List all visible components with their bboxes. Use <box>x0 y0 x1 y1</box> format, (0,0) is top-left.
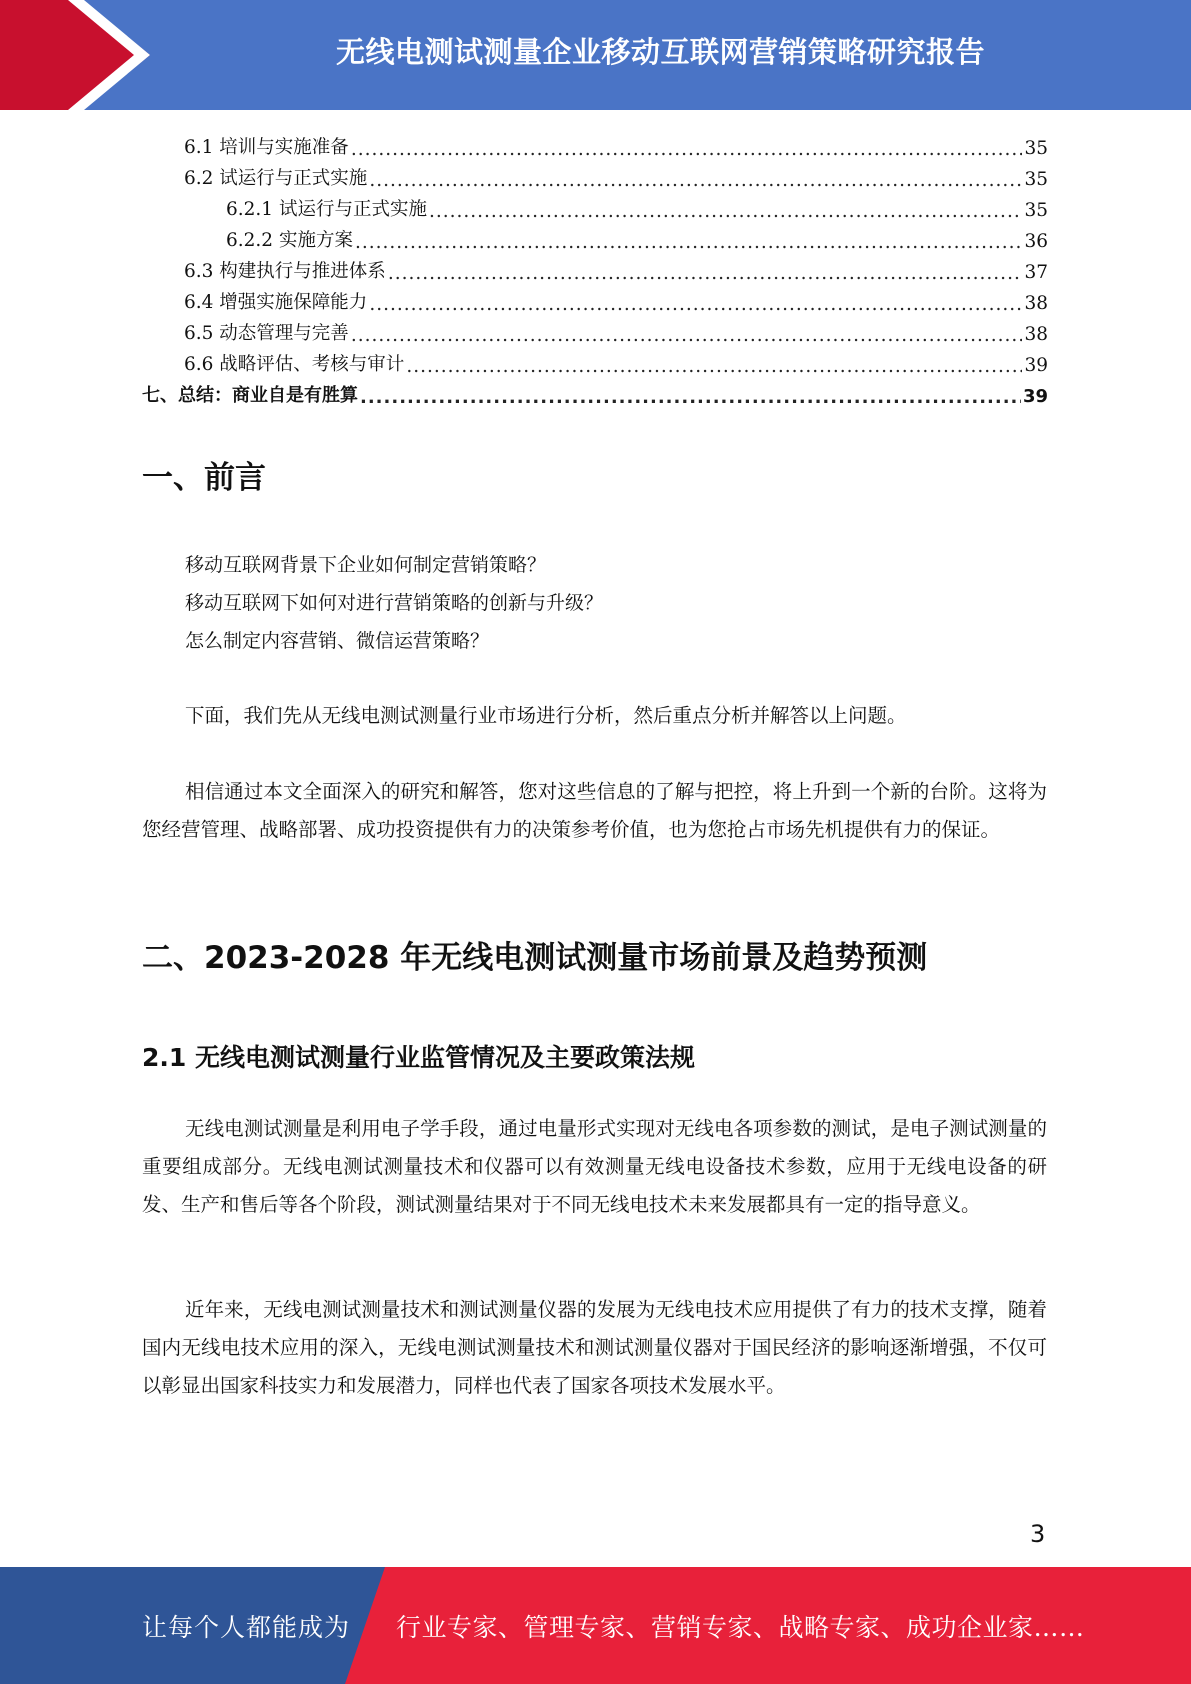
toc-leader-dots <box>351 141 1023 160</box>
toc-entry-label: 6.2.1 试运行与正式实施 <box>226 199 427 220</box>
subsection-heading: 2.1 无线电测试测量行业监管情况及主要政策法规 <box>142 1043 695 1072</box>
toc-entry-page: 36 <box>1024 231 1048 252</box>
toc-entry-page: 39 <box>1022 386 1048 407</box>
toc-entry-label: 6.2 试运行与正式实施 <box>184 168 368 189</box>
toc-entry-label: 6.2.2 实施方案 <box>226 230 353 251</box>
paragraph: 下面，我们先从无线电测试测量行业市场进行分析，然后重点分析并解答以上问题。 <box>185 704 907 727</box>
footer-slogan-left: 让每个人都能成为 <box>142 1612 351 1642</box>
red-chevron-icon <box>0 0 160 110</box>
question-line: 怎么制定内容营销、微信运营策略？ <box>185 630 490 652</box>
toc-entry-label: 6.4 增强实施保障能力 <box>184 292 368 313</box>
page-header <box>0 0 1191 110</box>
toc-leader-dots <box>360 389 1021 407</box>
toc-entry-page: 38 <box>1024 324 1048 345</box>
toc-entry[interactable] <box>142 252 1048 283</box>
page-footer <box>0 1567 1191 1684</box>
toc-entry[interactable] <box>142 314 1048 345</box>
toc-entry-label: 6.5 动态管理与完善 <box>184 323 349 344</box>
toc-entry-label: 七、总结：商业自是有胜算 <box>142 385 358 406</box>
toc-entry[interactable] <box>142 190 1048 221</box>
paragraph: 无线电测试测量是利用电子学手段，通过电量形式实现对无线电各项参数的测试，是电子测试测量的重要组成部分。无线电测试测量技术和仪器可以有效测量无线电设备技术参数，应用于无线电设备的研发、生产和售后等各个阶段，测试测量结果对于不同无线电技术未来发展都具有一定的指导意义。 <box>142 1117 1047 1216</box>
toc-leader-dots <box>351 327 1023 346</box>
toc-entry-page: 39 <box>1024 355 1048 376</box>
question-line: 移动互联网下如何对进行营销策略的创新与升级？ <box>185 592 604 614</box>
footer-slogan-right: 行业专家、管理专家、营销专家、战略专家、成功企业家…… <box>396 1612 1085 1642</box>
report-title: 无线电测试测量企业移动互联网营销策略研究报告 <box>335 34 985 69</box>
toc-entry[interactable] <box>142 221 1048 252</box>
toc-leader-dots <box>388 265 1023 284</box>
page-number: 3 <box>1030 1520 1046 1548</box>
toc-entry[interactable] <box>142 283 1048 314</box>
toc-entry[interactable] <box>142 345 1048 376</box>
toc-leader-dots <box>369 172 1022 191</box>
toc-entry-page: 35 <box>1024 138 1048 159</box>
paragraph: 近年来，无线电测试测量技术和测试测量仪器的发展为无线电技术应用提供了有力的技术支撑，随着国内无线电技术应用的深入，无线电测试测量技术和测试测量仪器对于国民经济的影响逐渐增强，不仅可以彰显出国家科技实力和发展潜力，同样也代表了国家各项技术发展水平。 <box>142 1298 1047 1397</box>
toc-leader-dots <box>355 234 1023 253</box>
table-of-contents <box>142 128 1048 407</box>
toc-leader-dots <box>429 203 1022 222</box>
toc-entry-label: 6.6 战略评估、考核与审计 <box>184 354 405 375</box>
paragraph: 相信通过本文全面深入的研究和解答，您对这些信息的了解与把控，将上升到一个新的台阶。这将为您经营管理、战略部署、成功投资提供有力的决策参考价值，也为您抢占市场先机提供有力的保证。 <box>142 780 1047 841</box>
toc-entry-label: 6.3 构建执行与推进体系 <box>184 261 386 282</box>
question-line: 移动互联网背景下企业如何制定营销策略？ <box>185 554 547 576</box>
toc-entry-label: 6.1 培训与实施准备 <box>184 137 349 158</box>
toc-leader-dots <box>369 296 1022 315</box>
section-heading-forecast: 二、2023-2028 年无线电测试测量市场前景及趋势预测 <box>142 940 928 976</box>
toc-entry-page: 35 <box>1024 200 1048 221</box>
toc-entry-page: 35 <box>1024 169 1048 190</box>
toc-entry-chapter[interactable] <box>142 376 1048 407</box>
toc-leader-dots <box>406 358 1022 377</box>
section-heading-preface: 一、前言 <box>142 460 266 496</box>
toc-entry-page: 38 <box>1024 293 1048 314</box>
toc-entry-page: 37 <box>1024 262 1048 283</box>
toc-entry[interactable] <box>142 159 1048 190</box>
toc-entry[interactable] <box>142 128 1048 159</box>
